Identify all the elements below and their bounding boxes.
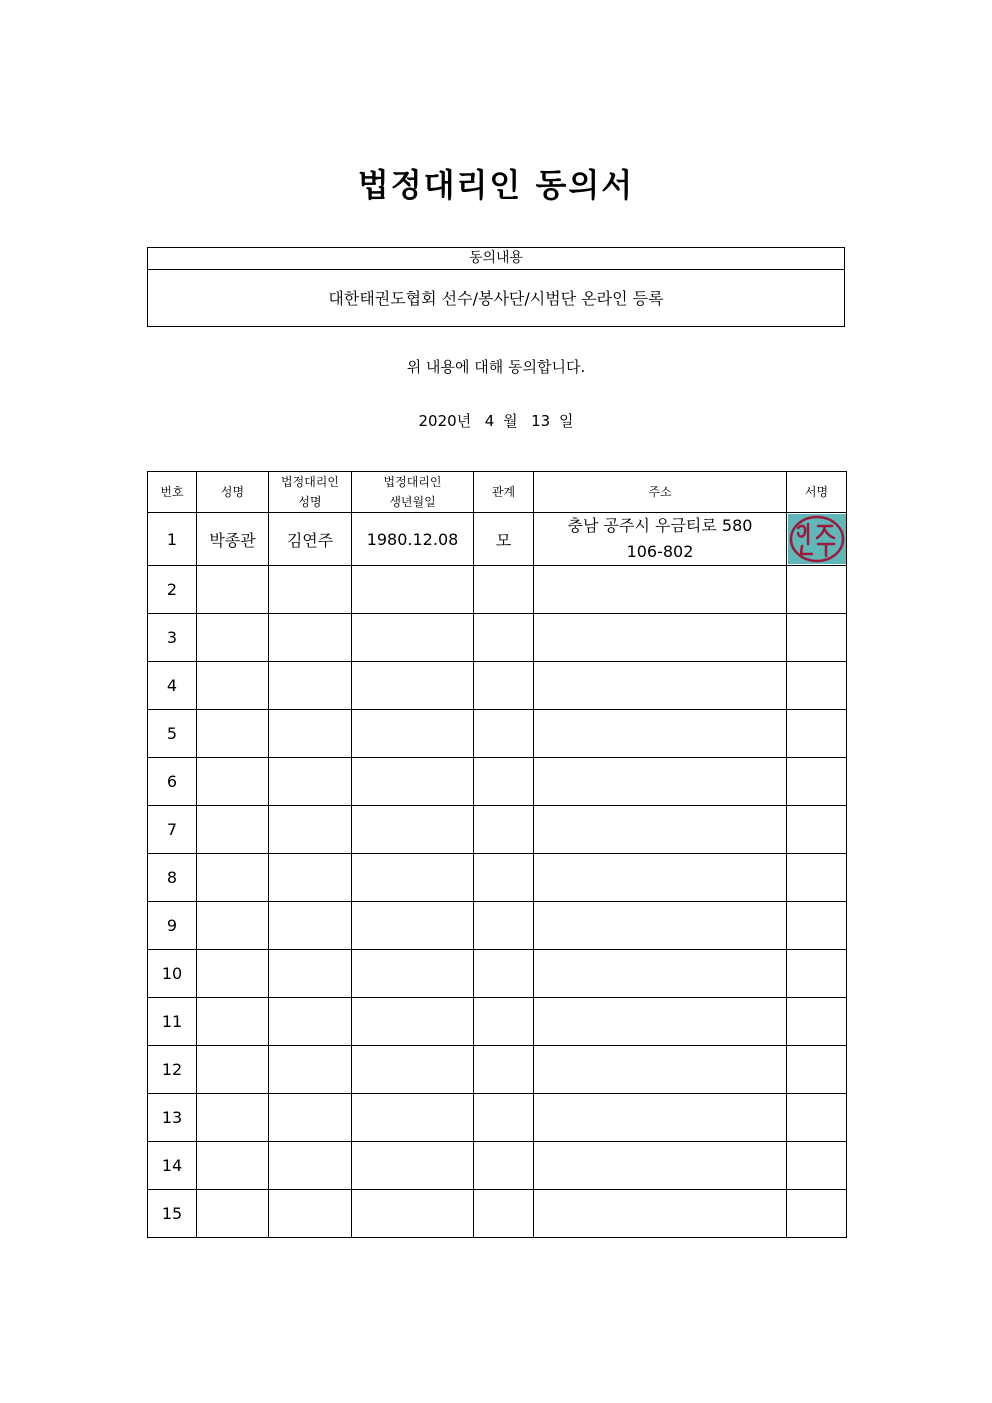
row-guardian-name xyxy=(269,998,352,1046)
row-address xyxy=(534,710,787,758)
row-address xyxy=(534,998,787,1046)
header-guardian-name xyxy=(269,472,352,513)
row-name xyxy=(197,566,269,614)
row-name xyxy=(197,662,269,710)
date-year: 2020년 xyxy=(418,412,472,430)
row-guardian-birth xyxy=(352,902,474,950)
row-relation xyxy=(474,806,534,854)
row-relation xyxy=(474,950,534,998)
row-guardian-birth xyxy=(352,1094,474,1142)
row-guardian-birth xyxy=(352,566,474,614)
row-guardian-name xyxy=(269,662,352,710)
row-guardian-name xyxy=(269,950,352,998)
row-guardian-birth xyxy=(352,1142,474,1190)
row-name xyxy=(197,854,269,902)
row-guardian-birth xyxy=(352,854,474,902)
row-guardian-name xyxy=(269,806,352,854)
roster-table xyxy=(147,471,847,1238)
row-guardian-birth xyxy=(352,806,474,854)
row-guardian-birth xyxy=(352,998,474,1046)
date-line xyxy=(0,410,992,431)
header-guardian-birth-line1: 법정대리인 xyxy=(383,475,442,489)
row-number: 5 xyxy=(148,710,197,758)
table-row xyxy=(148,513,847,566)
row-number: 13 xyxy=(148,1094,197,1142)
row-name: 박종관 xyxy=(197,513,269,566)
agreement-text: 위 내용에 대해 동의합니다. xyxy=(406,358,586,376)
table-row xyxy=(148,902,847,950)
table-row xyxy=(148,854,847,902)
row-relation xyxy=(474,1046,534,1094)
date-day-unit: 일 xyxy=(558,412,574,430)
signature-stamp-icon xyxy=(788,514,846,564)
row-guardian-name xyxy=(269,710,352,758)
row-name xyxy=(197,1190,269,1238)
table-row xyxy=(148,1094,847,1142)
row-relation xyxy=(474,710,534,758)
row-number: 2 xyxy=(148,566,197,614)
row-signature xyxy=(787,1094,847,1142)
row-signature xyxy=(787,806,847,854)
row-guardian-name xyxy=(269,1046,352,1094)
row-address xyxy=(534,1142,787,1190)
row-name xyxy=(197,806,269,854)
row-guardian-birth xyxy=(352,710,474,758)
row-name xyxy=(197,758,269,806)
row-address xyxy=(534,902,787,950)
row-guardian-name xyxy=(269,1142,352,1190)
row-signature xyxy=(787,1046,847,1094)
row-signature xyxy=(787,758,847,806)
row-number: 1 xyxy=(148,513,197,566)
row-guardian-birth: 1980.12.08 xyxy=(352,513,474,566)
row-relation xyxy=(474,902,534,950)
row-name xyxy=(197,998,269,1046)
row-name xyxy=(197,950,269,998)
row-number: 3 xyxy=(148,614,197,662)
row-guardian-name xyxy=(269,902,352,950)
consent-header: 동의내용 xyxy=(148,248,844,270)
row-guardian-birth xyxy=(352,1190,474,1238)
header-number: 번호 xyxy=(148,472,197,513)
row-number: 9 xyxy=(148,902,197,950)
header-guardian-name-line2: 성명 xyxy=(298,495,322,509)
table-row xyxy=(148,950,847,998)
row-relation xyxy=(474,998,534,1046)
row-guardian-birth xyxy=(352,950,474,998)
header-name: 성명 xyxy=(197,472,269,513)
row-signature xyxy=(787,1190,847,1238)
header-guardian-name-line1: 법정대리인 xyxy=(281,475,339,489)
row-relation: 모 xyxy=(474,513,534,566)
row-relation xyxy=(474,854,534,902)
row-name xyxy=(197,614,269,662)
row-signature xyxy=(787,902,847,950)
date-month: 4 xyxy=(484,412,495,430)
row-relation xyxy=(474,566,534,614)
row-address xyxy=(534,566,787,614)
row-relation xyxy=(474,1094,534,1142)
header-guardian-birth xyxy=(352,472,474,513)
table-row xyxy=(148,1142,847,1190)
table-row xyxy=(148,614,847,662)
row-address-line1: 충남 공주시 우금티로 580 xyxy=(567,516,753,535)
row-signature xyxy=(787,662,847,710)
row-name xyxy=(197,1094,269,1142)
document-title: 법정대리인 동의서 xyxy=(357,166,635,204)
header-relation: 관계 xyxy=(474,472,534,513)
row-signature xyxy=(787,998,847,1046)
row-signature xyxy=(787,854,847,902)
table-row xyxy=(148,758,847,806)
row-signature xyxy=(787,950,847,998)
row-address xyxy=(534,513,787,566)
row-relation xyxy=(474,614,534,662)
row-number: 7 xyxy=(148,806,197,854)
row-address xyxy=(534,662,787,710)
row-guardian-birth xyxy=(352,1046,474,1094)
row-address xyxy=(534,1094,787,1142)
row-name xyxy=(197,1046,269,1094)
header-address: 주소 xyxy=(534,472,787,513)
row-number: 12 xyxy=(148,1046,197,1094)
date-month-unit: 월 xyxy=(503,412,518,430)
row-signature xyxy=(787,614,847,662)
row-address xyxy=(534,614,787,662)
table-row xyxy=(148,1046,847,1094)
row-guardian-name xyxy=(269,854,352,902)
consent-box xyxy=(147,247,845,327)
row-number: 14 xyxy=(148,1142,197,1190)
row-number: 6 xyxy=(148,758,197,806)
row-guardian-name: 김연주 xyxy=(269,513,352,566)
row-address xyxy=(534,854,787,902)
row-address-line2: 106-802 xyxy=(626,542,694,561)
row-address xyxy=(534,1190,787,1238)
consent-content: 대한태권도협회 선수/봉사단/시범단 온라인 등록 xyxy=(328,289,664,308)
row-signature xyxy=(787,513,847,566)
header-signature: 서명 xyxy=(787,472,847,513)
row-relation xyxy=(474,1190,534,1238)
row-guardian-name xyxy=(269,614,352,662)
row-number: 15 xyxy=(148,1190,197,1238)
row-guardian-birth xyxy=(352,662,474,710)
row-guardian-name xyxy=(269,1094,352,1142)
row-signature xyxy=(787,1142,847,1190)
row-signature xyxy=(787,710,847,758)
header-guardian-birth-line2: 생년월일 xyxy=(389,495,436,509)
row-number: 10 xyxy=(148,950,197,998)
row-guardian-name xyxy=(269,1190,352,1238)
row-address xyxy=(534,950,787,998)
row-guardian-name xyxy=(269,566,352,614)
row-name xyxy=(197,710,269,758)
row-number: 4 xyxy=(148,662,197,710)
table-row xyxy=(148,566,847,614)
row-relation xyxy=(474,662,534,710)
table-row xyxy=(148,662,847,710)
row-address xyxy=(534,758,787,806)
row-address xyxy=(534,806,787,854)
row-guardian-birth xyxy=(352,758,474,806)
date-day: 13 xyxy=(531,412,551,430)
table-row xyxy=(148,806,847,854)
table-row xyxy=(148,998,847,1046)
table-header-row xyxy=(148,472,847,513)
row-number: 8 xyxy=(148,854,197,902)
row-relation xyxy=(474,1142,534,1190)
row-guardian-birth xyxy=(352,614,474,662)
table-row xyxy=(148,710,847,758)
row-name xyxy=(197,1142,269,1190)
row-number: 11 xyxy=(148,998,197,1046)
row-guardian-name xyxy=(269,758,352,806)
row-name xyxy=(197,902,269,950)
row-relation xyxy=(474,758,534,806)
row-address xyxy=(534,1046,787,1094)
row-signature xyxy=(787,566,847,614)
table-row xyxy=(148,1190,847,1238)
